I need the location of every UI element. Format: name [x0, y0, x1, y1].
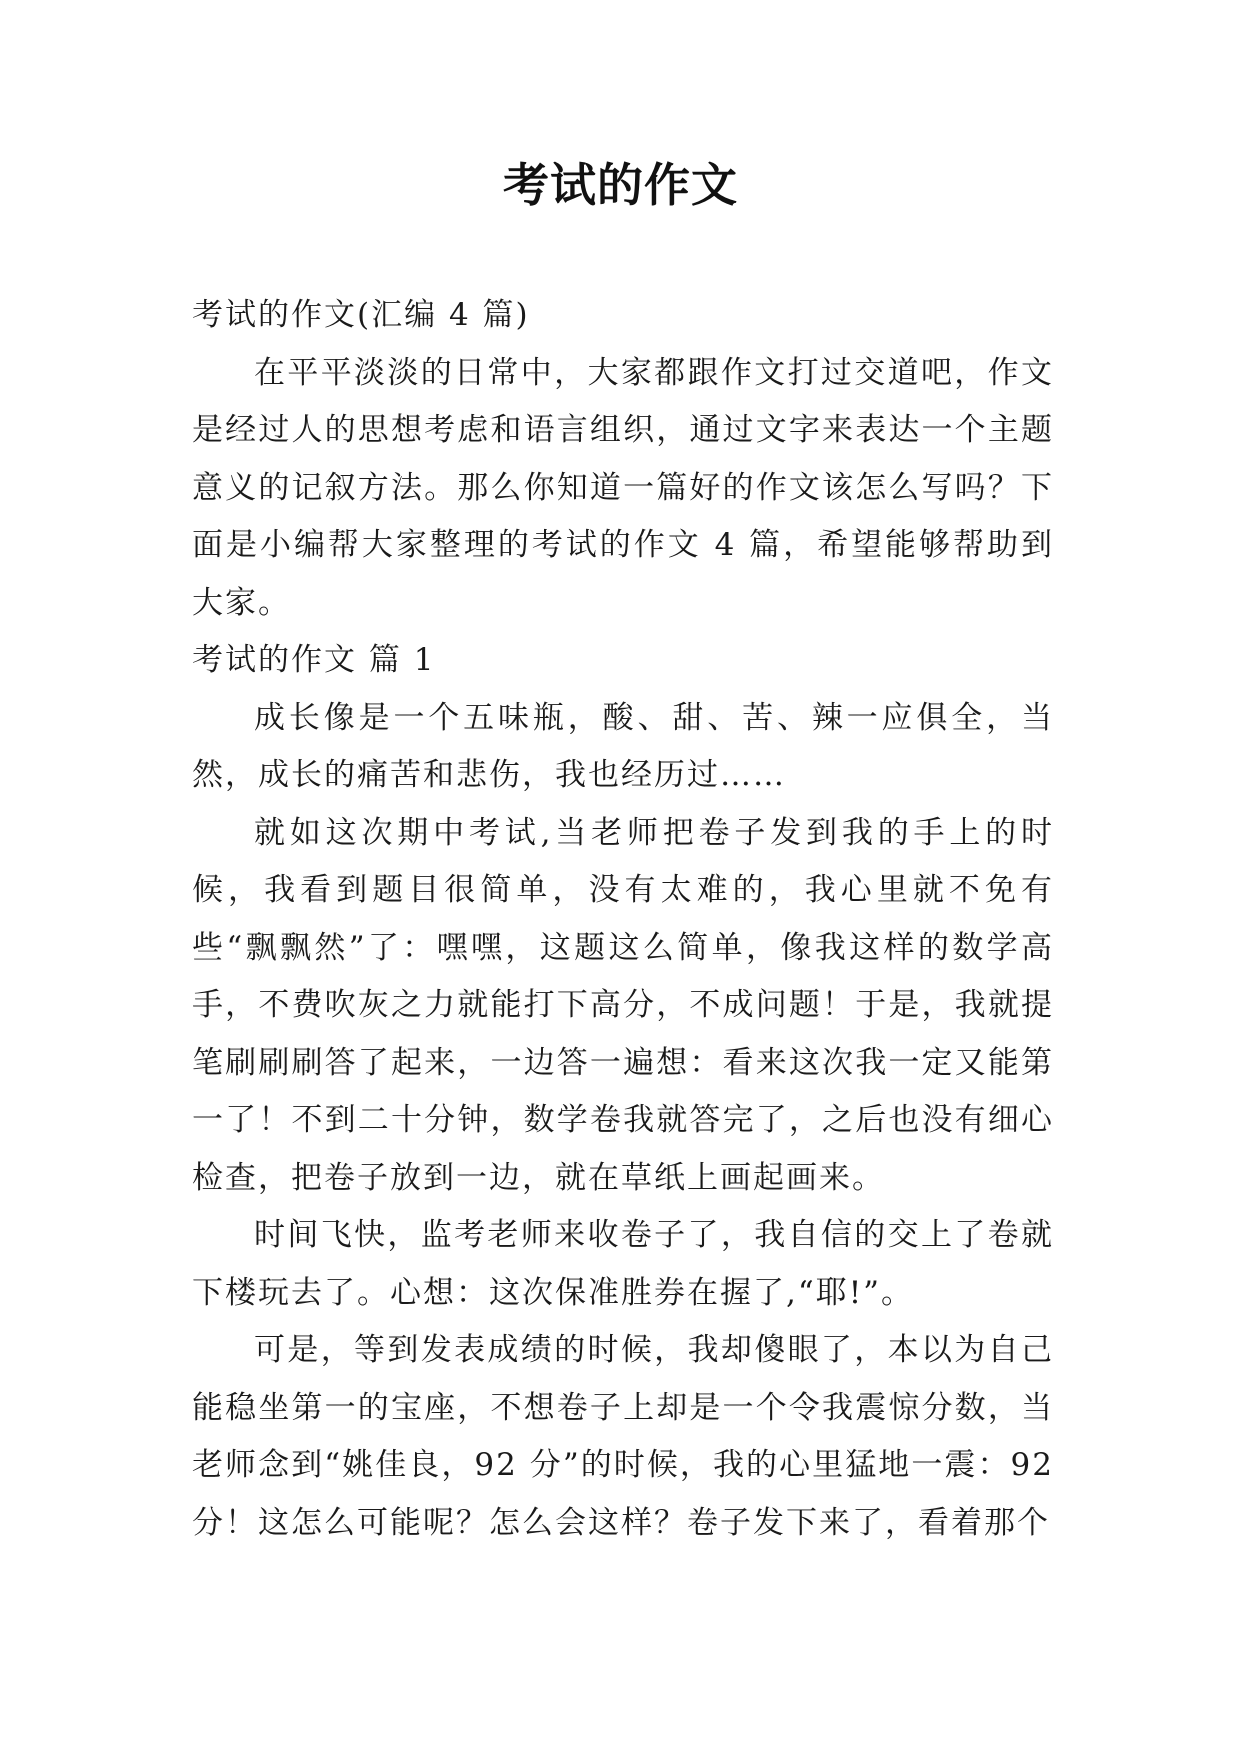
paragraph-subtitle: 考试的作文(汇编 4 篇) — [192, 297, 530, 333]
paragraph: 时间飞快，监考老师来收卷子了，我自信的交上了卷就下楼玩去了。心想：这次保准胜券在握了,“耶!”。 — [192, 1217, 1054, 1311]
paragraph: 成长像是一个五味瓶，酸、甜、苦、辣一应俱全，当然，成长的痛苦和悲伤，我也经历过…… — [192, 699, 1054, 793]
paragraph: 就如这次期中考试,当老师把卷子发到我的手上的时候，我看到题目很简单，没有太难的，我心里就不免有些“飘飘然”了：嘿嘿，这题这么简单，像我这样的数学高手，不费吹灰之力就能打下高分，不成问题！于是，我就提笔刷刷刷答了起来，一边答一遍想：看来这次我一定又能第一了！不到二十分钟，数学卷我就答完了，之后也没有细心检查，把卷子放到一边，就在草纸上画起画来。 — [192, 814, 1054, 1196]
section-heading: 考试的作文 篇 1 — [192, 642, 436, 678]
document-body — [192, 287, 1054, 1552]
paragraph: 可是，等到发表成绩的时候，我却傻眼了，本以为自己能稳坐第一的宝座，不想卷子上却是一个令我震惊分数，当老师念到“姚佳良，92 分”的时候，我的心里猛地一震：92 分！这怎么可能呢？怎么会这样？卷子发下来了，看着那个 — [192, 1332, 1054, 1541]
paragraph-intro: 在平平淡淡的日常中，大家都跟作文打过交道吧，作文是经过人的思想考虑和语言组织，通过文字来表达一个主题意义的记叙方法。那么你知道一篇好的作文该怎么写吗？下面是小编帮大家整理的考试的作文 4 篇，希望能够帮助到大家。 — [192, 354, 1054, 621]
document-title: 考试的作文 — [503, 158, 738, 212]
